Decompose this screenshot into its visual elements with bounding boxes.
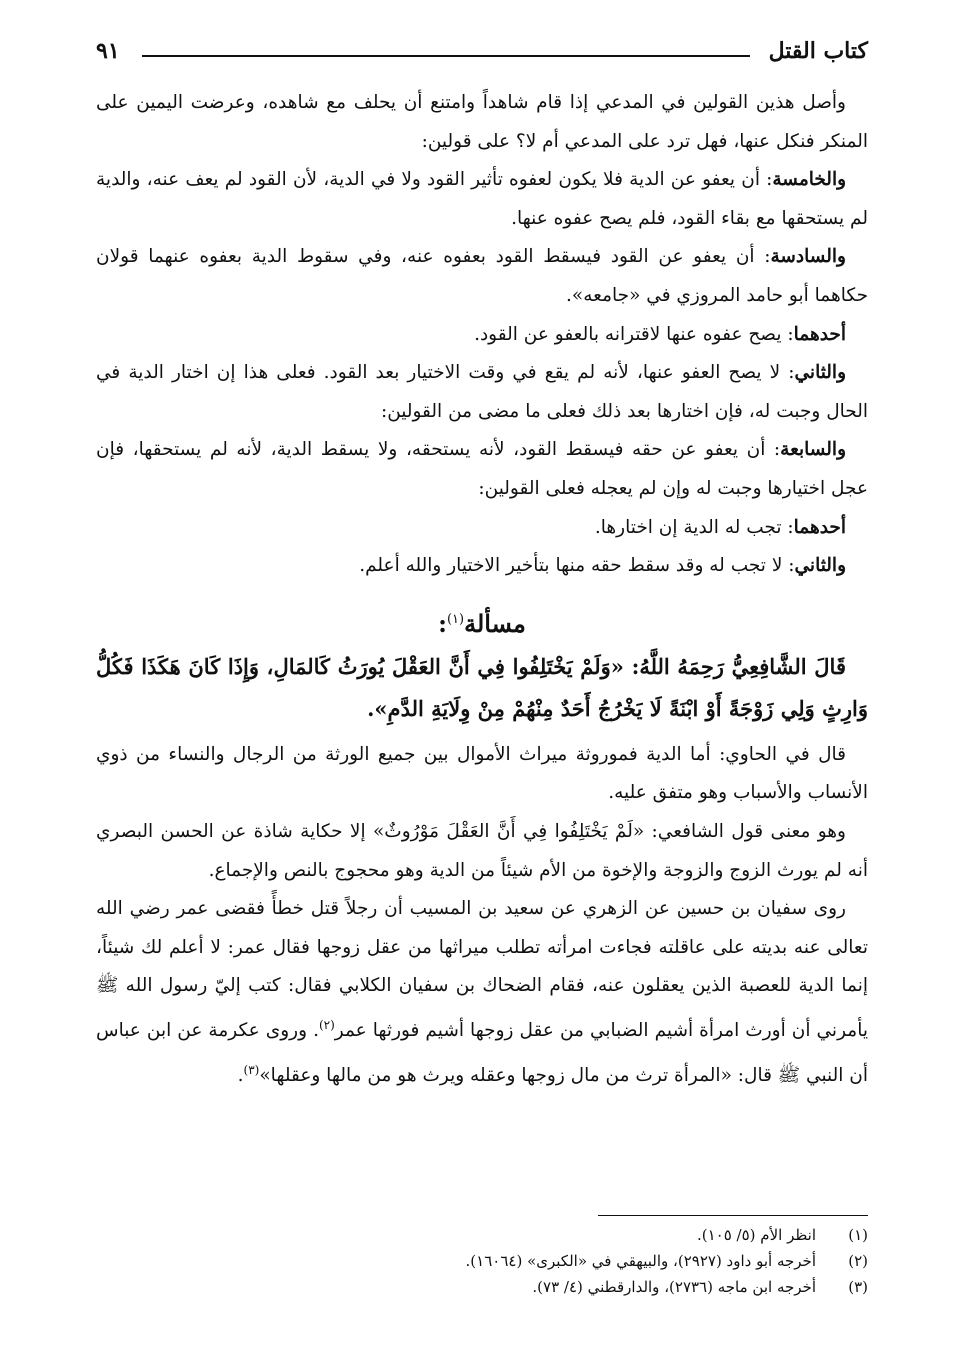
footnote xyxy=(96,1222,868,1248)
footnote-text: انظر الأم (٥/ ١٠٥). xyxy=(696,1226,816,1244)
header-rule xyxy=(142,55,750,57)
paragraph-lead: أحدهما xyxy=(793,323,846,345)
footnote-rule xyxy=(598,1215,868,1216)
page-number: ٩١ xyxy=(96,38,120,64)
paragraph: والثاني: لا تجب له وقد سقط حقه منها بتأخير الاختيار والله أعلم. xyxy=(359,555,846,577)
paragraph-lead: والخامسة xyxy=(772,169,847,191)
paragraph-lead: والثاني xyxy=(794,362,846,384)
footnote-text: أخرجه ابن ماجه (٢٧٣٦)، والدارقطني (٤/ ٧٣). xyxy=(532,1278,816,1296)
paragraph-lead: والسابعة xyxy=(780,439,846,461)
footnote-marker: (٣) xyxy=(243,1062,260,1077)
running-header xyxy=(96,38,868,72)
paragraph: والسادسة: أن يعفو عن القود فيسقط القود بعفوه عنه، وفي سقوط الدية بعفوه عنهما قولان حكاهما أبو حامد المروزي في «جامعه». xyxy=(96,246,868,306)
paragraph: قال في الحاوي: أما الدية فموروثة ميراث الأموال بين جميع الورثة من الرجال والنساء من ذوي الأنساب والأسباب وهو متفق عليه. xyxy=(96,743,868,804)
footnote-marker: (٢) xyxy=(318,1017,335,1032)
footnotes xyxy=(96,1222,868,1300)
footnote-number: (٣) xyxy=(848,1278,868,1296)
paragraph: والسابعة: أن يعفو عن حقه فيسقط القود، لأنه يستحقه، ولا يسقط الدية، لأنه لم يستحقها، فإن عجل اختيارها وجبت له وإن لم يعجله فعلى القولين: xyxy=(96,439,868,499)
paragraph: وأصل هذين القولين في المدعي إذا قام شاهداً وامتنع أن يحلف مع شاهده، وعرضت اليمين على المنكر فنكل عنها، فهل ترد على المدعي أم لا؟ على قولين: xyxy=(96,92,868,152)
masala-heading: مسألة$^{(١)}$: xyxy=(438,608,526,638)
paragraph: وهو معنى قول الشافعي: «لَمْ يَخْتَلِفُوا فِي أَنَّ العَقْلَ مَوْرُوثٌ» إلا حكاية شاذة عن الحسن البصري أنه لم يورث الزوج والزوجة والإخوة من الأم شيئاً من الدية وهو محجوج بالنص والإجماع. xyxy=(96,820,868,881)
paragraph: أحدهما: تجب له الدية إن اختارها. xyxy=(594,516,846,538)
paragraph: أحدهما: يصح عفوه عنها لاقترانه بالعفو عن القود. xyxy=(474,323,846,345)
paragraph-lead: والسادسة xyxy=(770,246,846,268)
paragraph: والخامسة: أن يعفو عن الدية فلا يكون لعفوه تأثير القود ولا في الدية، لأن القود لم يعف عنه، والدية لم يستحقها مع بقاء القود، فلم يصح عفوه عنها. xyxy=(96,169,868,229)
paragraph: روى سفيان بن حسين عن الزهري عن سعيد بن المسيب أن رجلاً قتل خطأً فقضى عمر رضي الله تعالى عنه بديته على عاقلته فجاءت امرأته تطلب ميراثها من عقل زوجها فقال عمر: لا أعلم لك شيئاً، إنما الدية للعصبة الذين يعقلون عنه، فقام الضحاك بن سفيان الكلابي فقال: كتب إليّ رسول الله ﷺ يأمرني أن أورث امرأة أشيم الضبابي من عقل زوجها أشيم فورثها عمر$^{(٢)}$. وروى عكرمة عن ابن عباس أن النبي ﷺ قال: «المرأة ترث من مال زوجها وعقله ويرث هو من مالها وعقلها»$^{(٣)}$. xyxy=(96,898,868,1086)
footnote xyxy=(96,1248,868,1274)
footnote xyxy=(96,1274,868,1300)
book-title: كتاب القتل xyxy=(768,38,868,64)
paragraph: والثاني: لا يصح العفو عنها، لأنه لم يقع في وقت الاختيار بعد القود. فعلى هذا إن اختار الدية في الحال وجبت له، فإن اختارها بعد ذلك فعلى ما مضى من القولين: xyxy=(96,362,868,422)
footnote-marker: (١) xyxy=(446,611,465,627)
paragraph-lead: أحدهما xyxy=(793,516,846,538)
main-text xyxy=(96,84,868,1095)
footnote-number: (١) xyxy=(848,1226,868,1244)
footnote-number: (٢) xyxy=(848,1252,868,1270)
shafii-quote: قَالَ الشَّافِعِيُّ رَحِمَهُ اللَّهُ: «وَلَمْ يَخْتَلِفُوا فِي أَنَّ العَقْلَ يُورَثُ كَالمَالِ، وَإِذَا كَانَ هَكَذَا فَكُلُّ وَارِثٍ وَلِي زَوْجَةً أَوْ ابْنَةً لَا يَخْرُجُ أَحَدٌ مِنْهُمْ مِنْ وِلَايَةِ الدَّمِ». xyxy=(96,653,868,721)
paragraph-lead: والثاني xyxy=(794,555,846,577)
footnote-text: أخرجه أبو داود (٢٩٢٧)، والبيهقي في «الكبرى» (١٦٠٦٤). xyxy=(465,1252,816,1270)
